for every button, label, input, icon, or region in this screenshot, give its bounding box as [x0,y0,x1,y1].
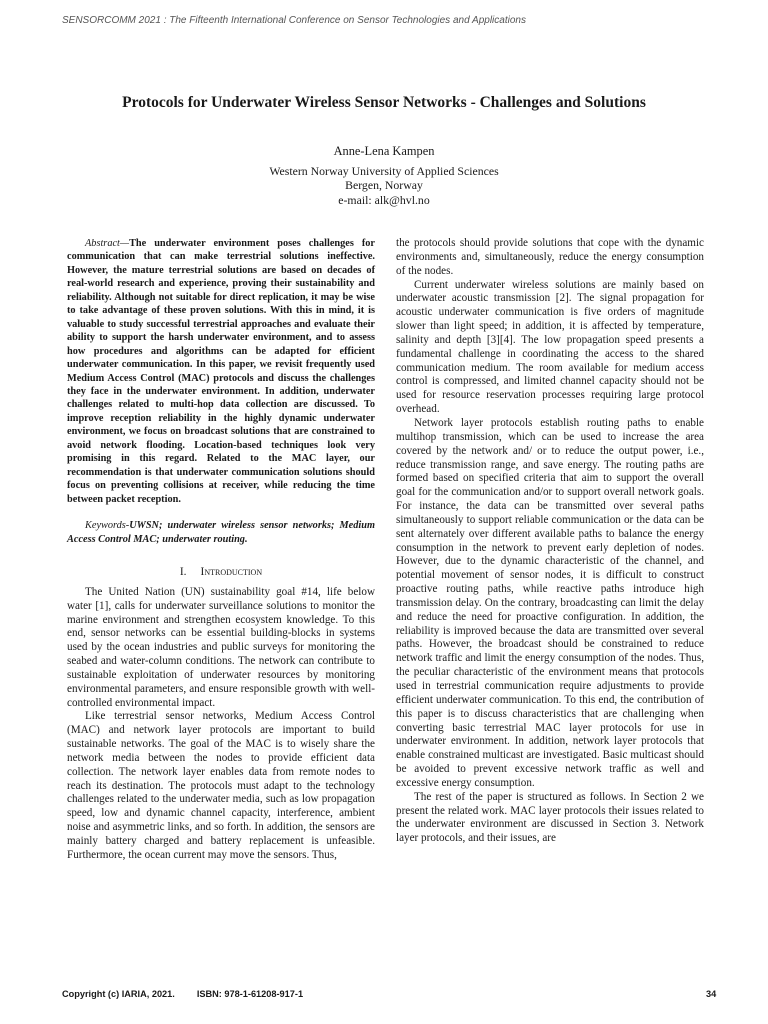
right-column [396,237,704,846]
footer-copyright: Copyright (c) IARIA, 2021. [62,989,175,999]
author-email[interactable]: e-mail: alk@hvl.no [338,192,430,207]
body-paragraph: The United Nation (UN) sustainability goal #14, life below water [1], calls for underwater surveillance solutions to monitor the marine environment and strengthen ecosystem knowledge. To this end, sensor networks can be essential building-blocks in systems used by the ocean industries and public surveys for monitoring the seabed and water-column conditions. The network can contribute to sustainable exploitation of underwater resources by monitoring environmental parameters, and ensure responsible growth with well-controlled environmental impact. [67,585,375,709]
keywords [67,519,375,546]
section-title: Introduction [200,565,263,578]
author-location: Bergen, Norway [345,178,423,192]
footer-left [62,989,303,999]
author-affiliation: Western Norway University of Applied Sciences [269,163,499,178]
paper-title: Protocols for Underwater Wireless Sensor Networks - Challenges and Solutions [122,94,646,111]
abstract-text: The underwater environment poses challenges for communication that can make terrestrial solutions ineffective. However, the mature terrestrial solutions are based on decades of real-world research and experience, proving their sustainability and reliability. Although not suitable for direct replication, it may be wise to take advantage of these proven solutions. With this in mind, it is valuable to study successful terrestrial approaches and evaluate their ability to support the harsh underwater environment, and to assess how procedures and algorithms can be adapted for efficient underwater communication. In this paper, we revisit frequently used Medium Access Control (MAC) protocols and discuss the challenges they face in the underwater environment. In addition, underwater challenges related to multi-hop data collection are discussed. To improve reception reliability in the highly dynamic underwater environment, we focus on broadcast solutions that are constrained to avoid network flooding. Location-based techniques look very promising in this regard. Related to the MAC layer, our recommendation is that underwater communication solutions should focus on preventing collisions at receiver, while reducing the time between packet reception. [67,238,375,505]
keywords-text: UWSN; underwater wireless sensor networks; Medium Access Control MAC; underwater routing. [67,520,375,545]
abstract-lead: Abstract— [85,238,130,249]
body-paragraph: Network layer protocols establish routing paths to enable multihop transmission, which can be used to increase the area covered by the network and/ or to reduce the output power, i.e., reduce transmission range, and save energy. The routing paths are formed based on specified criteria that aim to support the overall goal for the communication and/or to support overall network goals. For instance, the data can be transmitted over several paths simultaneously to support reliable communication or the data can be sent alternately over different available paths to balance the energy consumption in the network to prevent early depletion of nodes. However, due to the dynamic characteristic of the channel, and potential movement of sensor nodes, it is difficult to construct proactive routing paths, while reactive paths introduce high transmission delay. On the contrary, broadcasting can limit the delay and reduce the need for proactive configuration. In addition, the reliability is improved because the data are transmitted over several paths. However, the broadcast should be constrained to reduce network traffic and limit the energy consumption of the nodes. Thus, the peculiar characteristic of the environment means that protocols used in terrestrial communication require adjustments to provide efficient underwater communication. To this end, the contribution of this paper is to discuss characteristics that are challenging when converting basic terrestrial MAC layer protocols for use in underwater environment. In addition, network layer protocols that enable constrained multicast are investigated. Basic multicast should be avoided to prevent excessive network traffic as well and excessive energy consumption. [396,416,704,789]
section-heading-introduction [67,566,375,580]
abstract [67,237,375,506]
body-paragraph: the protocols should provide solutions that cope with the dynamic environments and, simultaneously, reduce the energy consumption of the nodes. [396,237,704,277]
author-name: Anne-Lena Kampen [333,144,435,158]
keywords-lead: Keywords- [85,520,130,532]
footer-isbn: ISBN: 978-1-61208-917-1 [196,989,304,999]
conference-header: SENSORCOMM 2021 : The Fifteenth International Conference on Sensor Technologies and Applications [62,15,526,26]
body-paragraph: Like terrestrial sensor networks, Medium Access Control (MAC) and network layer protocols are important to build sustainable networks. The goal of the MAC is to wisely share the network media between the nodes to provide efficient data collection. The network layer enables data from remote nodes to reach its destination. The protocols must adapt to the technology challenges related to the underwater media, such as low propagation speed, low and dynamic channel capacity, interference, ambient noise and asymmetric links, and so forth. In addition, the sensors are mainly battery charged and battery replacement is unfeasible. Furthermore, the ocean current may move the sensors. Thus, [67,710,375,861]
body-paragraph: Current underwater wireless solutions are mainly based on underwater acoustic transmission [2]. The signal propagation for acoustic underwater communication is five orders of magnitude slower than light speed; in addition, it is affected by temperature, salinity and depth [3][4]. The low propagation speed presents a fundamental challenge in coordinating the access to the shared communication medium. The room available for medium access control is compressed, and limited channel capacity should not be used for resource reservation processes requiring large protocol overhead. [396,278,704,416]
page-number: 34 [706,989,717,999]
section-number: I. [179,565,187,578]
left-column [67,237,375,863]
body-paragraph: The rest of the paper is structured as follows. In Section 2 we present the related work. MAC layer protocols their issues related to the underwater environment are discussed in Section 3. Network layer protocols, and their issues, are [396,790,704,845]
author-block [0,144,768,207]
